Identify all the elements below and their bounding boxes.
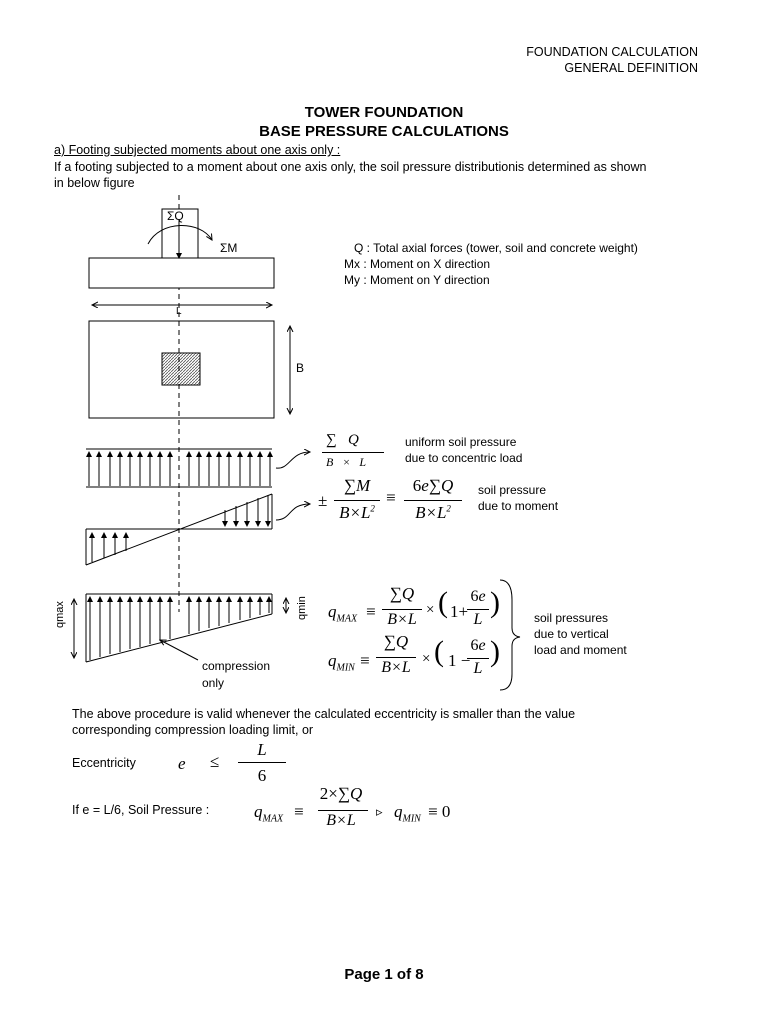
uniform-label-2: due to concentric load — [405, 451, 523, 465]
q-max-label: qmax — [54, 601, 66, 628]
eccentricity-le: ≤ — [210, 752, 220, 771]
vertical-label-1: soil pressures — [534, 611, 609, 625]
definition-q: Q : Total axial forces (tower, soil and concrete weight) — [354, 241, 638, 255]
pedestal-plan — [162, 353, 200, 385]
definition-my: My : Moment on Y direction — [344, 273, 490, 287]
intro-line-2: in below figure — [54, 176, 135, 190]
moment-label-2: due to moment — [478, 499, 559, 513]
header-line-1: FOUNDATION CALCULATION — [526, 45, 698, 59]
definition-mx: Mx : Moment on X direction — [344, 257, 491, 271]
intro-line-1: If a footing subjected to a moment about one axis only, the soil pressure distributionis determined as shown — [54, 160, 647, 174]
page-number: Page 1 of 8 — [344, 966, 424, 983]
l-label: L — [176, 306, 182, 317]
if-label: If e = L/6, Soil Pressure : — [72, 803, 210, 817]
sum-q-label: ΣQ — [167, 209, 184, 223]
eccentricity-den: 6 — [257, 766, 267, 785]
validity-line-2: corresponding compression loading limit, or — [72, 723, 314, 737]
formula-uniform-denominator: B × L — [326, 455, 367, 469]
header-line-2: GENERAL DEFINITION — [564, 61, 698, 75]
compression-only-label: only — [202, 676, 225, 690]
section-heading: a) Footing subjected moments about one axis only : — [54, 143, 341, 157]
eccentricity-label: Eccentricity — [72, 756, 136, 770]
moment-label-1: soil pressure — [478, 483, 547, 497]
page-subtitle: BASE PRESSURE CALCULATIONS — [259, 123, 509, 140]
b-label: B — [296, 361, 305, 375]
uniform-label-1: uniform soil pressure — [405, 435, 517, 449]
page-title: TOWER FOUNDATION — [304, 104, 464, 121]
vertical-label-3: load and moment — [534, 643, 627, 657]
footing-elevation — [89, 258, 274, 288]
formula-uniform-numerator: ∑ Q — [326, 432, 359, 448]
compression-label: compression — [202, 659, 271, 673]
formula-qmin: $q_{MIN}$ — [328, 651, 355, 674]
sum-m-label: ΣM — [220, 241, 238, 255]
vertical-label-2: due to vertical — [534, 627, 609, 641]
eccentricity-num: L — [257, 740, 267, 759]
formula-limit: $q_{MAX}$ — [254, 802, 284, 825]
q-min-label: qmin — [296, 596, 308, 620]
formula-qmax: $q_{MAX}$ — [328, 602, 358, 625]
formula-moment: ± — [318, 491, 328, 510]
eccentricity-e: e — [178, 754, 186, 773]
validity-line-1: The above procedure is valid whenever the calculated eccentricity is smaller than the value — [72, 707, 576, 721]
